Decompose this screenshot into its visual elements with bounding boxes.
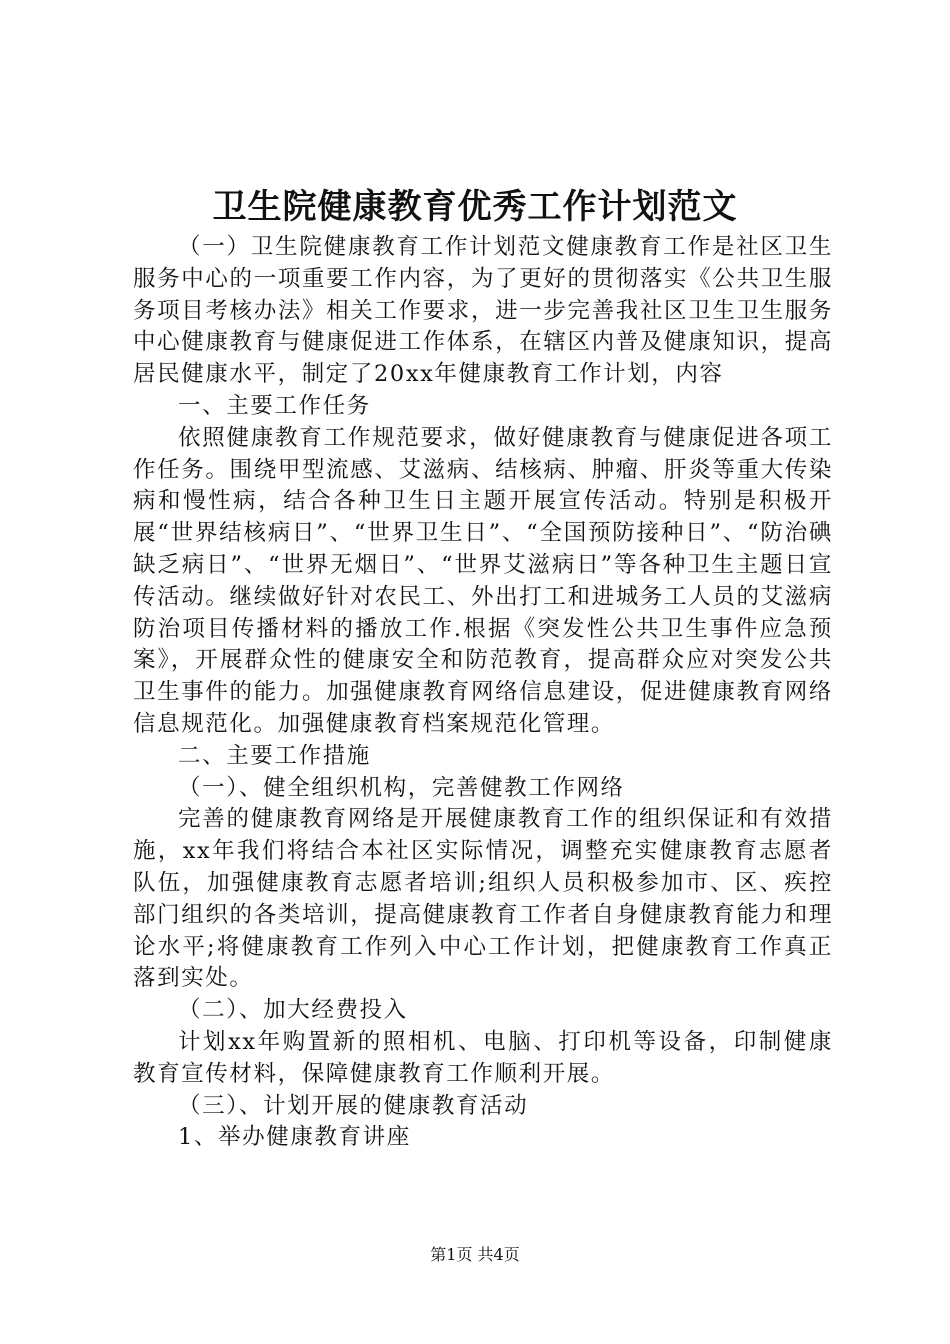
organization-paragraph: 完善的健康教育网络是开展健康教育工作的组织保证和有效措施，xx年我们将结合本社区实际情况，调整充实健康教育志愿者队伍，加强健康教育志愿者培训;组织人员积极参加市、区、疾控部门组织的各类培训，提高健康教育工作者自身健康教育能力和理论水平;将健康教育工作列入中心工作计划，把健康教育工作真正落到实处。 (133, 806, 833, 992)
main-tasks-paragraph: 依照健康教育工作规范要求，做好健康教育与健康促进各项工作任务。围绕甲型流感、艾滋病、结核病、肿瘤、肝炎等重大传染病和慢性病，结合各种卫生日主题开展宣传活动。特别是积极开展“世界结核病日”、“世界卫生日”、“全国预防接种日”、“防治碘缺乏病日”、“世界无烟日”、“世界艾滋病日”等各种卫生主题日宣传活动。继续做好针对农民工、外出打工和进城务工人员的艾滋病防治项目传播材料的播放工作.根据《突发性公共卫生事件应急预案》，开展群众性的健康安全和防范教育，提高群众应对突发公共卫生事件的能力。加强健康教育网络信息建设，促进健康教育网络信息规范化。加强健康教育档案规范化管理。 (133, 424, 833, 737)
intro-paragraph: （一）卫生院健康教育工作计划范文健康教育工作是社区卫生服务中心的一项重要工作内容，为了更好的贯彻落实《公共卫生服务项目考核办法》相关工作要求，进一步完善我社区卫生卫生服务中心健康教育与健康促进工作体系，在辖区内普及健康知识，提高居民健康水平，制定了20xx年健康教育工作计划，内容 (133, 234, 833, 388)
section-heading-main-measures: 二、主要工作措施 (178, 742, 371, 769)
funding-paragraph: 计划xx年购置新的照相机、电脑、打印机等设备，印制健康教育宣传材料，保障健康教育工作顺利开展。 (133, 1028, 833, 1087)
subheading-funding: （二）、加大经费投入 (178, 997, 408, 1024)
document-body (133, 232, 833, 1154)
page-footer: 第1页 共4页 (430, 1245, 520, 1264)
subheading-organization: （一）、健全组织机构，完善健教工作网络 (178, 774, 625, 801)
section-heading-main-tasks: 一、主要工作任务 (178, 392, 371, 419)
subheading-activities: （三）、计划开展的健康教育活动 (178, 1092, 529, 1119)
activity-item-lectures: 1、举办健康教育讲座 (178, 1124, 411, 1151)
document-title: 卫生院健康教育优秀工作计划范文 (212, 187, 738, 227)
